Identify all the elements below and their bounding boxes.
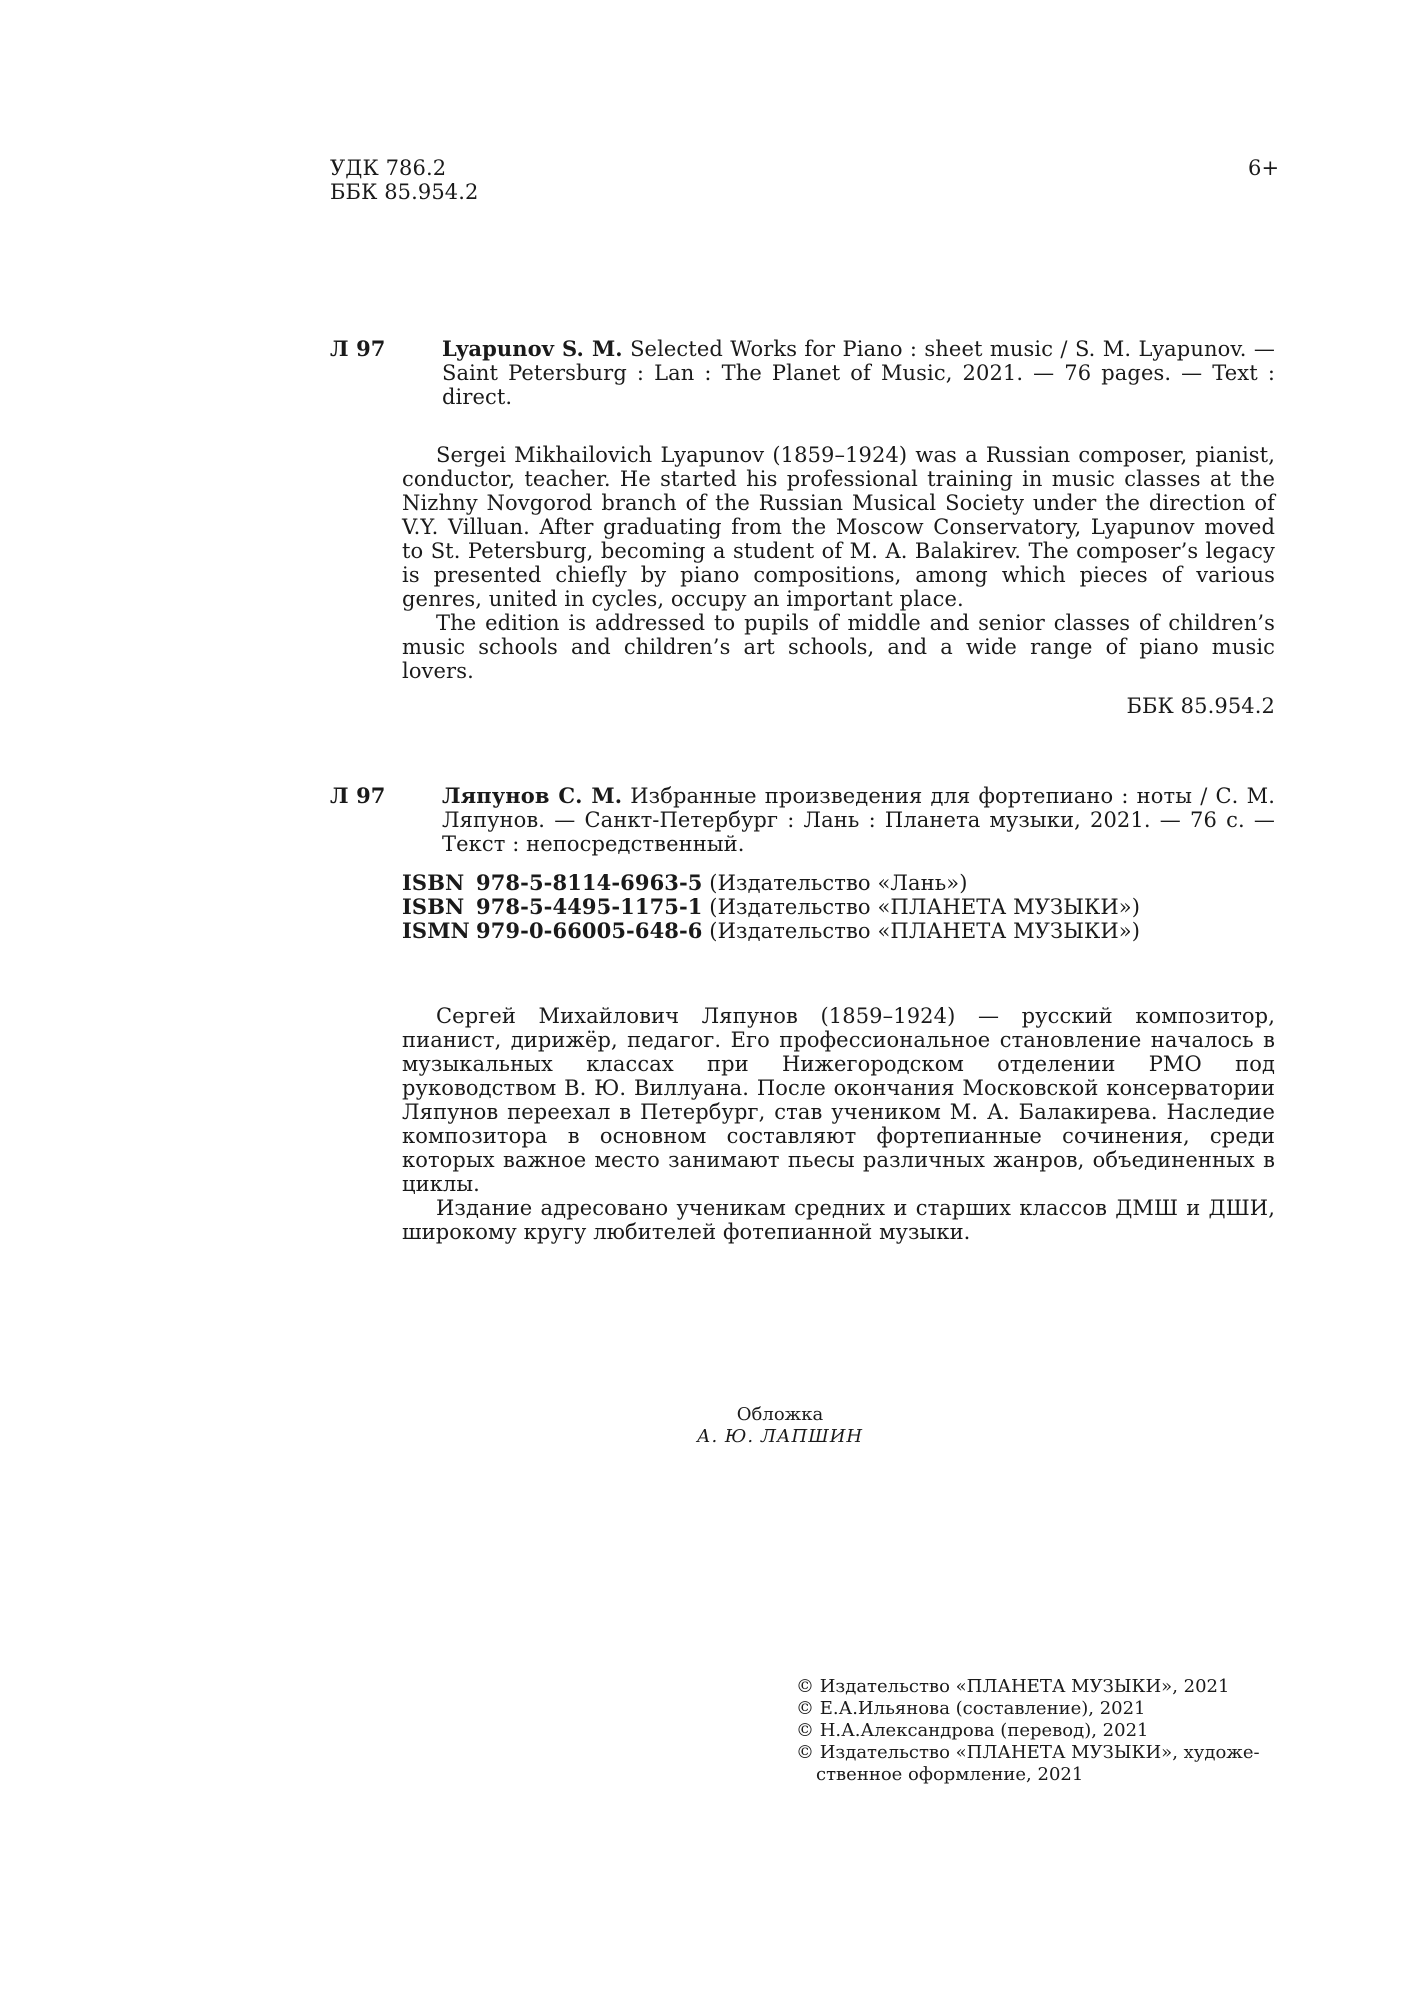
ismn-code: ISMN [402, 918, 470, 943]
cover-credit [600, 1404, 960, 1448]
copyright-line: © Е.А.Ильянова (составление), 2021 [796, 1698, 1146, 1719]
isbn-publisher: (Издательство «Лань») [702, 871, 968, 895]
isbn-number: 978-5-8114-6963-5 [476, 870, 703, 895]
copyright-block [796, 1676, 1276, 1786]
bbk-code-right: ББК 85.954.2 [1126, 694, 1275, 718]
isbn-row [402, 895, 1140, 919]
english-catalog-entry [330, 337, 1275, 409]
ismn-row [402, 919, 1140, 943]
citation [442, 784, 1275, 856]
isbn-code: ISBN [402, 894, 465, 919]
cover-designer: А. Ю. ЛАПШИН [696, 1426, 864, 1447]
ismn-publisher: (Издательство «ПЛАНЕТА МУЗЫКИ») [702, 919, 1141, 943]
annotation-paragraph: The edition is addressed to pupils of middle and senior classes of children’s music schools and children’s art schools, and a wide range of piano music lovers. [402, 611, 1275, 683]
copyright-line: © Н.А.Александрова (перевод), 2021 [796, 1720, 1149, 1741]
isbn-code: ISBN [402, 870, 465, 895]
age-rating: 6+ [1248, 156, 1280, 180]
bbk-code: ББК 85.954.2 [330, 180, 479, 204]
citation-text: Selected Works for Piano : sheet music / S. M. Lyapunov. — Saint Petersburg : Lan : The Planet of Music, 2021. — 76 pages. — Text : direct. [442, 337, 1276, 409]
isbn-publisher: (Издательство «ПЛАНЕТА МУЗЫКИ») [702, 895, 1141, 919]
annotation-paragraph: Sergei Mikhailovich Lyapunov (1859–1924) was a Russian composer, pianist, conductor, teacher. He started his professional training in music classes at the Nizhny Novgorod branch of the Russian Musical Society under the direction of V.Y. Villuan. After graduating from the Moscow Conservatory, Lyapunov moved to St. Petersburg, becoming a student of M. A. Balakirev. The composer’s legacy is presented chiefly by piano compositions, among which pieces of various genres, united in cycles, occupy an important place. [402, 443, 1275, 611]
annotation-paragraph: Издание адресовано ученикам средних и старших классов ДМШ и ДШИ, широкому кругу любителей фотепианной музыки. [402, 1196, 1275, 1244]
russian-annotation [402, 1004, 1275, 1244]
isbn-number: 978-5-4495-1175-1 [476, 894, 703, 919]
citation-text: Избранные произведения для фортепиано : ноты / С. М. Ляпунов. — Санкт-Петербург : Лань : Планета музыки, 2021. — 76 с. — Текст : непосредственный. [442, 784, 1275, 856]
catalog-label: Л 97 [330, 783, 386, 808]
cover-label: Обложка [736, 1404, 824, 1425]
isbn-list [402, 871, 1140, 943]
copyright-line: © Издательство «ПЛАНЕТА МУЗЫКИ», 2021 [796, 1676, 1230, 1697]
annotation-paragraph: Сергей Михайлович Ляпунов (1859–1924) — русский композитор, пианист, дирижёр, педагог. Его профессиональное становление началось в музыкальных классах при Нижегородском отделении РМО под руководством В. Ю. Виллуана. После окончания Московской консерватории Ляпунов переехал в Петербург, став учеником М. А. Балакирева. Наследие композитора в основном составляют фортепианные сочинения, среди которых важное место занимают пьесы различных жанров, объединенных в циклы. [402, 1004, 1275, 1196]
isbn-row [402, 871, 1140, 895]
udk-code: УДК 786.2 [330, 156, 447, 180]
ismn-number: 979-0-66005-648-6 [476, 918, 703, 943]
citation [442, 337, 1275, 409]
copyright-line-start: © Издательство «ПЛАНЕТА МУЗЫКИ», художе- [796, 1742, 1260, 1763]
russian-catalog-entry [330, 784, 1275, 856]
author-name: Ляпунов С. М. [442, 783, 623, 808]
classification-codes [330, 156, 479, 204]
copyright-line-continuation: ственное оформление, 2021 [816, 1764, 1084, 1785]
copyright-line [796, 1742, 1276, 1786]
author-name: Lyapunov S. M. [442, 336, 623, 361]
catalog-label: Л 97 [330, 336, 386, 361]
english-annotation [402, 443, 1275, 683]
